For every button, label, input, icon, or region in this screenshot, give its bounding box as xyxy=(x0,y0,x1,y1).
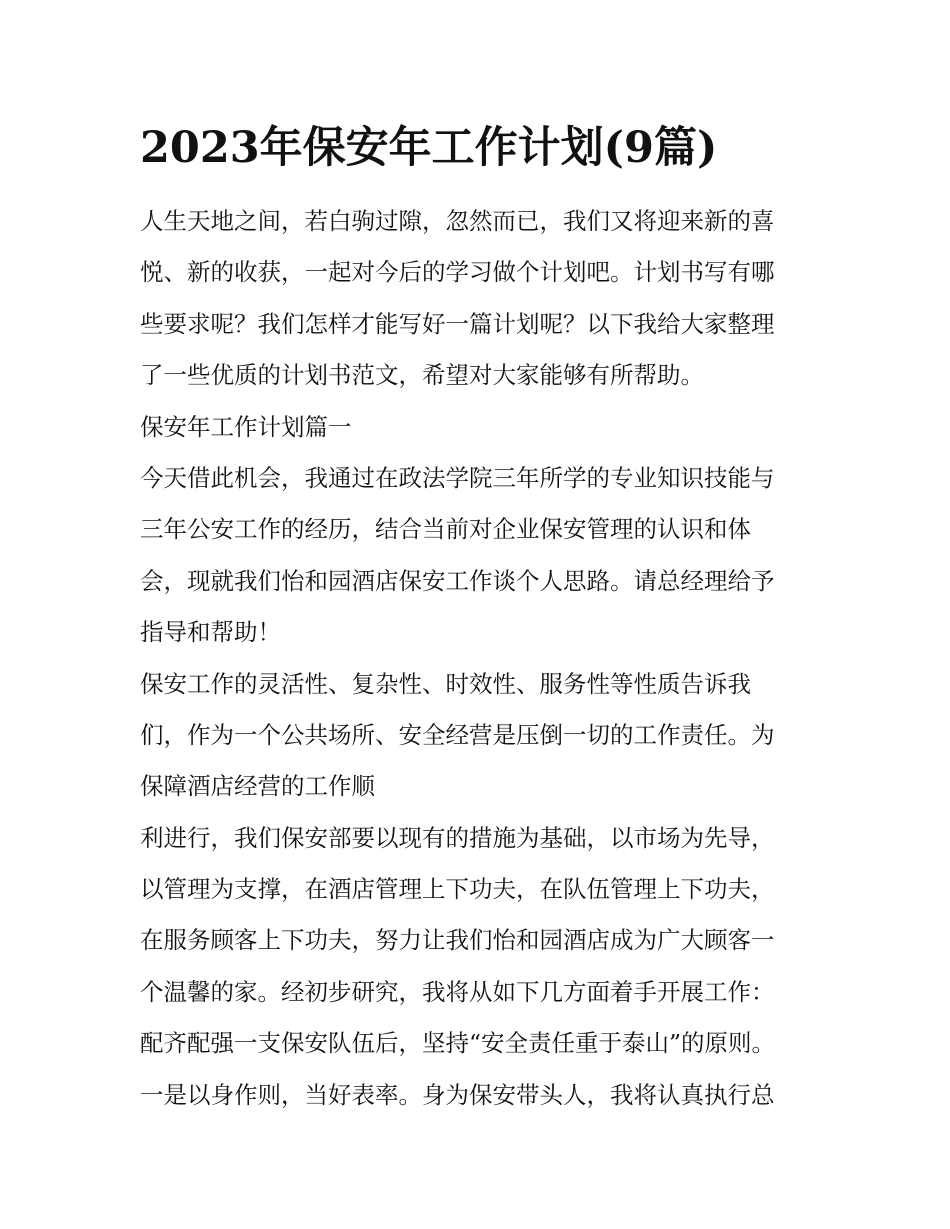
body-line: 悦、新的收获，一起对今后的学习做个计划吧。计划书写有哪 xyxy=(140,258,775,287)
body-line: 利进行，我们保安部要以现有的措施为基础，以市场为先导， xyxy=(140,823,775,852)
body-line: 三年公安工作的经历，结合当前对企业保安管理的认识和体 xyxy=(140,515,751,544)
body-line: 以管理为支撑，在酒店管理上下功夫，在队伍管理上下功夫， xyxy=(140,875,775,904)
section-heading: 保安年工作计划篇一 xyxy=(140,412,352,441)
document-body xyxy=(140,196,820,1121)
body-line: 人生天地之间，若白驹过隙，忽然而已，我们又将迎来新的喜 xyxy=(140,207,775,235)
body-line: 会，现就我们怡和园酒店保安工作谈个人思路。请总经理给予 xyxy=(140,566,775,595)
body-line: 保障酒店经营的工作顺 xyxy=(140,772,375,801)
body-line: 一是以身作则，当好表率。身为保安带头人，我将认真执行总 xyxy=(140,1080,775,1109)
body-line: 了一些优质的计划书范文，希望对大家能够有所帮助。 xyxy=(140,361,704,390)
body-line: 在服务顾客上下功夫，努力让我们怡和园酒店成为广大顾客一 xyxy=(140,926,775,955)
body-line: 今天借此机会，我通过在政法学院三年所学的专业知识技能与 xyxy=(140,463,775,492)
body-line: 个温馨的家。经初步研究，我将从如下几方面着手开展工作： xyxy=(140,977,775,1006)
document-title: 2023年保安年工作计划(9篇) xyxy=(140,123,718,173)
body-line: 们，作为一个公共场所、安全经营是压倒一切的工作责任。为 xyxy=(140,720,775,749)
body-line: 些要求呢？我们怎样才能写好一篇计划呢？以下我给大家整理 xyxy=(140,309,775,338)
body-line: 指导和帮助！ xyxy=(140,618,281,647)
body-line: 配齐配强一支保安队伍后，坚持“安全责任重于泰山”的原则。 xyxy=(140,1029,776,1058)
body-line: 保安工作的灵活性、复杂性、时效性、服务性等性质告诉我 xyxy=(140,669,751,698)
